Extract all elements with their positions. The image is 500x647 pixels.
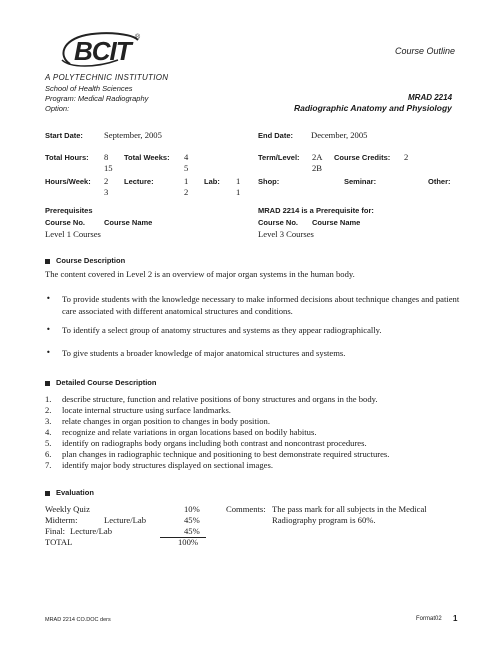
detailed-item-number: 5. [45,438,52,448]
detailed-item-1: describe structure, function and relative positions of bony structures and organs in the body. [62,394,378,404]
comments-label: Comments: [226,504,266,514]
eval-row-sub: Lecture/Lab [104,515,146,525]
section-bullet-icon [45,259,50,264]
doc-type: Course Outline [395,46,456,56]
prereq-for-course-name-header: Course Name [312,218,361,227]
detailed-item-4: recognize and relate variations in organ locations based on bodily habitus. [62,427,317,437]
bullet-dot-icon: • [46,348,51,357]
detailed-item-7: identify major body structures displayed on sectional images. [62,460,273,470]
lecture-value-1: 1 [184,176,189,186]
footer-page-number: 1 [453,614,458,623]
end-date-value: December, 2005 [311,130,368,140]
course-code: MRAD 2214 [408,93,453,102]
course-title: Radiographic Anatomy and Physiology [294,103,452,113]
school: School of Health Sciences [45,84,133,93]
footer-format: Format02 [416,616,442,622]
eval-row-pct: 45% [184,515,200,525]
prereq-for-course-no-header: Course No. [258,218,299,227]
option: Option: [45,104,70,113]
evaluation-heading: Evaluation [45,488,94,497]
other-label: Other: [428,177,451,186]
term-level-label: Term/Level: [258,153,300,162]
eval-row-label: Midterm: [45,515,78,525]
comments-line-2: Radiography program is 60%. [272,515,376,525]
prerequisites-heading: Prerequisites [45,206,93,215]
lecture-label: Lecture: [124,177,154,186]
eval-row-label: TOTAL [45,537,73,547]
detailed-item-number: 7. [45,460,52,470]
section-bullet-icon [45,381,50,386]
bullet-dot-icon: • [46,325,51,334]
course-credits-value: 2 [404,152,409,162]
start-date-label: Start Date: [45,131,83,140]
lab-value-2: 1 [236,187,241,197]
total-hours-value-2: 15 [104,163,113,173]
total-hours-label: Total Hours: [45,153,89,162]
hours-week-label: Hours/Week: [45,177,91,186]
prereq-course-no-header: Course No. [45,218,86,227]
course-description-heading: Course Description [45,256,125,265]
detailed-item-number: 4. [45,427,52,437]
total-weeks-value-1: 4 [184,152,189,162]
lecture-value-2: 2 [184,187,189,197]
footer-file: MRAD 2214 CO.DOC ders [45,617,111,623]
comments-line-1: The pass mark for all subjects in the Medical [272,504,427,514]
hours-week-value-2: 3 [104,187,109,197]
prereq-for-value: Level 3 Courses [258,229,314,239]
program: Program: Medical Radiography [45,94,149,103]
total-weeks-value-2: 5 [184,163,189,173]
description-bullet-3: To give students a broader knowledge of major anatomical structures and systems. [62,348,346,358]
total-weeks-label: Total Weeks: [124,153,170,162]
total-hours-value-1: 8 [104,152,109,162]
lab-value-1: 1 [236,176,241,186]
detailed-item-5: identify on radiographs body organs including both contrast and noncontrast procedures. [62,438,367,448]
detailed-item-number: 3. [45,416,52,426]
prereq-value: Level 1 Courses [45,229,101,239]
bullet-dot-icon: • [46,294,51,303]
detailed-item-number: 6. [45,449,52,459]
term-value-1: 2A [312,152,323,162]
tagline: A POLYTECHNIC INSTITUTION [45,73,169,82]
detailed-description-heading: Detailed Course Description [45,378,156,387]
logo-text: BCIT [74,36,131,66]
detailed-item-number: 2. [45,405,52,415]
eval-row-label: Final: [45,526,66,536]
description-bullet-2: To identify a select group of anatomy structures and systems as they appear radiographically. [62,325,382,335]
detailed-item-2: locate internal structure using surface landmarks. [62,405,231,415]
prereq-course-name-header: Course Name [104,218,153,227]
seminar-label: Seminar: [344,177,377,186]
eval-row-pct: 10% [184,504,200,514]
description-bullet-1: To provide students with the knowledge necessary to make informed decisions about technique changes and patient care associated with different anatomical structures and conditions. [62,294,460,316]
shop-label: Shop: [258,177,280,186]
prereq-for-heading: MRAD 2214 is a Prerequisite for: [258,206,374,215]
registered-mark: ® [135,34,141,41]
detailed-item-number: 1. [45,394,52,404]
term-value-2: 2B [312,163,323,173]
eval-row-pct: 45% [184,526,200,536]
course-description-intro: The content covered in Level 2 is an overview of major organ systems in the human body. [45,269,355,279]
eval-row-sub: Lecture/Lab [70,526,112,536]
eval-row-label: Weekly Quiz [45,504,90,514]
lab-label: Lab: [204,177,220,186]
section-bullet-icon [45,491,50,496]
detailed-item-3: relate changes in organ position to changes in body position. [62,416,270,426]
start-date-value: September, 2005 [104,130,162,140]
hours-week-value-1: 2 [104,176,109,186]
detailed-item-6: plan changes in radiographic technique and positioning to best demonstrate required structures. [62,449,390,459]
end-date-label: End Date: [258,131,294,140]
course-credits-label: Course Credits: [334,153,391,162]
eval-row-pct: 100% [178,537,199,547]
